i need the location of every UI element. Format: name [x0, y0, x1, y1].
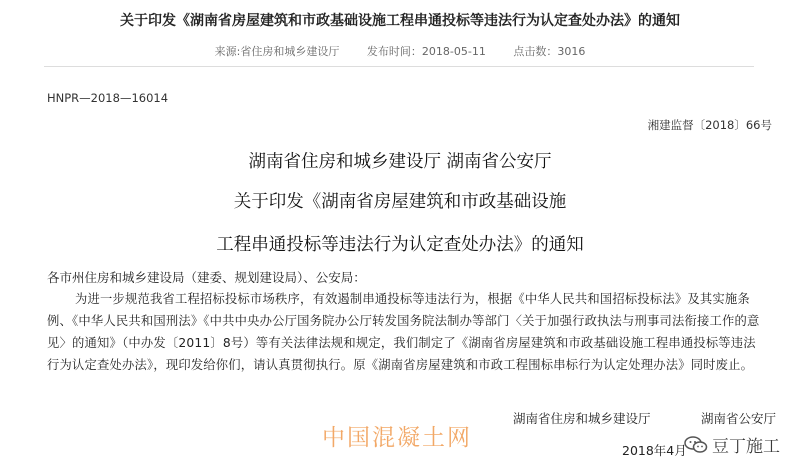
- document-number: HNPR—2018—16014: [47, 91, 169, 105]
- issue-date: 2018年4月: [622, 443, 687, 458]
- body-paragraph: 为进一步规范我省工程招标投标市场秩序，有效遏制串通投标等违法行为，根据《中华人民共和国招标投标法》及其实施条例、《中华人民共和国刑法》《中共中央办公厅国务院办公厅转发国务院法制办等部门〈关于加强行政执法与刑事司法衔接工作的意见〉的通知》（中办发〔2011〕8号）等有关法律法规和规定，我们制定了《湖南省房屋建筑和市政基础设施工程串通投标等违法行为认定查处办法》，现印发给你们，请认真贯彻执行。原《湖南省房屋建筑和市政工程围标串标行为认定处理办法》同时废止。: [47, 292, 760, 372]
- reference-number: 湘建监督〔2018〕66号: [647, 118, 772, 132]
- signature-housing-department: 湖南省住房和城乡建设厅: [513, 411, 651, 426]
- issuing-authorities: 湖南省住房和城乡建设厅 湖南省公安厅: [248, 152, 552, 172]
- notice-heading-line-2: 工程串通投标等违法行为认定查处办法》的通知: [216, 235, 584, 255]
- header-divider: [44, 66, 754, 67]
- click-count: 点击数：3016: [513, 45, 586, 58]
- watermark: 中国混凝土网: [322, 425, 472, 451]
- source-label: 来源:省住房和城乡建设厅: [214, 45, 340, 58]
- brand-badge: [684, 432, 780, 457]
- signature-public-security: 湖南省公安厅: [701, 411, 777, 426]
- notice-heading-line-1: 关于印发《湖南省房屋建筑和市政基础设施: [233, 192, 567, 212]
- article-meta: [0, 43, 800, 59]
- brand-name: 豆丁施工: [712, 437, 780, 457]
- publish-date: 发布时间：2018-05-11: [366, 45, 486, 58]
- wechat-icon: [684, 436, 708, 454]
- recipients: 各市州住房和城乡建设局（建委、规划建设局）、公安局：: [47, 270, 366, 285]
- page-title: 关于印发《湖南省房屋建筑和市政基础设施工程串通投标等违法行为认定查处办法》的通知: [120, 13, 680, 29]
